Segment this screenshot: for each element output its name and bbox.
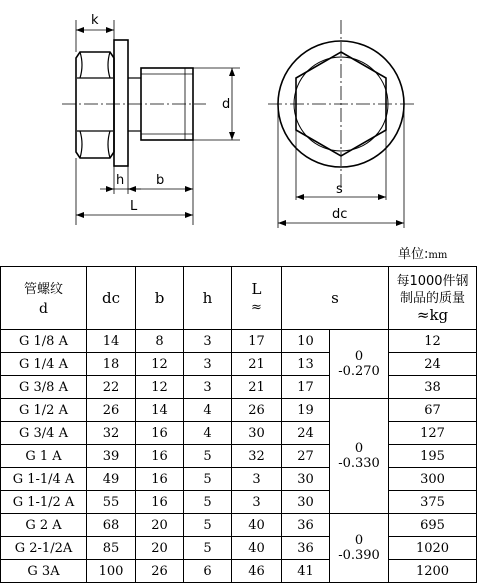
tolerance-lower: -0.330 [338,456,380,471]
cell-h: 3 [184,330,232,353]
cell-L: 32 [232,445,282,468]
table-row [1,537,477,560]
cell-b: 14 [136,399,184,422]
col-mass-line3: ≈kg [416,305,449,324]
cell-thread: G 1-1/4 A [1,468,87,491]
cell-thread: G 1/8 A [1,330,87,353]
label-b: b [156,173,165,188]
cell-L: 3 [232,468,282,491]
col-h: h [184,267,232,330]
cell-h: 5 [184,468,232,491]
col-thread [1,267,87,330]
cell-b: 20 [136,514,184,537]
cell-thread: G 1 A [1,445,87,468]
cell-mass: 127 [389,422,477,445]
label-k: k [91,13,99,28]
cell-dc: 26 [87,399,136,422]
cell-thread: G 1-1/2 A [1,491,87,514]
cell-b: 12 [136,353,184,376]
cell-thread: G 1/4 A [1,353,87,376]
unit-note-label: 单位: [398,247,429,262]
table-row [1,330,477,353]
cell-thread: G 2 A [1,514,87,537]
cell-thread: G 1/2 A [1,399,87,422]
cell-mass: 195 [389,445,477,468]
cell-mass: 1200 [389,560,477,583]
cell-dc: 55 [87,491,136,514]
cell-L: 46 [232,560,282,583]
label-h: h [116,173,125,188]
cell-L: 17 [232,330,282,353]
cell-L: 40 [232,514,282,537]
cell-b: 26 [136,560,184,583]
cell-b: 16 [136,422,184,445]
cell-mass: 695 [389,514,477,537]
col-mass-line1: 每1000件钢 [396,273,469,289]
cell-dc: 85 [87,537,136,560]
cell-b: 16 [136,491,184,514]
cell-L: 26 [232,399,282,422]
cell-dc: 49 [87,468,136,491]
cell-mass: 375 [389,491,477,514]
cell-s-tolerance [330,514,389,583]
flange-collar [114,40,128,166]
col-thread-sym: d [39,300,48,317]
col-thread-cjk: 管螺纹 [23,281,63,297]
cell-dc: 22 [87,376,136,399]
header-row [1,267,477,330]
cell-s: 36 [282,514,330,537]
cell-h: 5 [184,537,232,560]
cell-dc: 68 [87,514,136,537]
cell-s: 13 [282,353,330,376]
cell-h: 3 [184,376,232,399]
cell-h: 5 [184,491,232,514]
cell-b: 12 [136,376,184,399]
cell-s: 36 [282,537,330,560]
cell-mass: 1020 [389,537,477,560]
unit-note-unit: mm [428,250,448,261]
tolerance-upper: 0 [354,349,364,364]
cell-mass: 12 [389,330,477,353]
cell-L: 3 [232,491,282,514]
cell-dc: 32 [87,422,136,445]
cell-b: 16 [136,468,184,491]
cell-h: 4 [184,399,232,422]
cell-b: 20 [136,537,184,560]
col-L-approx: ≈ [251,300,262,315]
cell-L: 21 [232,353,282,376]
col-L [232,267,282,330]
col-s: s [282,267,389,330]
cell-s-tolerance [330,330,389,399]
col-b: b [136,267,184,330]
table-row [1,376,477,399]
col-mass-line2: 制品的质量 [400,290,466,306]
cell-h: 6 [184,560,232,583]
hex-chamfer-bottom [80,131,110,158]
tolerance-lower: -0.390 [338,548,380,563]
cell-s: 19 [282,399,330,422]
col-mass [389,267,477,330]
cell-s: 24 [282,422,330,445]
cell-h: 4 [184,422,232,445]
cell-s: 17 [282,376,330,399]
cell-mass: 38 [389,376,477,399]
spec-table-body [1,330,477,583]
tolerance-upper: 0 [354,441,364,456]
tolerance-lower: -0.270 [338,364,380,379]
cell-s-tolerance [330,399,389,514]
tolerance-upper: 0 [354,533,364,548]
cell-thread: G 3/8 A [1,376,87,399]
cell-L: 21 [232,376,282,399]
cell-mass: 67 [389,399,477,422]
cell-mass: 24 [389,353,477,376]
cell-dc: 39 [87,445,136,468]
table-row [1,560,477,583]
cell-L: 30 [232,422,282,445]
table-row [1,353,477,376]
cell-s: 30 [282,468,330,491]
technical-drawing [0,0,478,266]
cell-dc: 18 [87,353,136,376]
label-dc: dc [332,207,348,222]
cell-s: 41 [282,560,330,583]
table-row [1,514,477,537]
cell-s: 27 [282,445,330,468]
table-row [1,422,477,445]
table-row [1,399,477,422]
cell-thread: G 3A [1,560,87,583]
col-dc: dc [87,267,136,330]
label-s: s [336,182,343,197]
unit-note [398,243,447,262]
hex-chamfer-top [80,52,110,78]
cell-thread: G 3/4 A [1,422,87,445]
cell-s: 10 [282,330,330,353]
cell-h: 3 [184,353,232,376]
cell-s: 30 [282,491,330,514]
spec-table [0,266,477,583]
cell-dc: 100 [87,560,136,583]
cell-b: 8 [136,330,184,353]
table-row [1,445,477,468]
cell-L: 40 [232,537,282,560]
table-row [1,468,477,491]
side-view [62,20,240,225]
table-row [1,491,477,514]
cell-dc: 14 [87,330,136,353]
cell-b: 16 [136,445,184,468]
cell-h: 5 [184,514,232,537]
cell-mass: 300 [389,468,477,491]
cell-thread: G 2-1/2A [1,537,87,560]
label-d: d [222,97,231,112]
label-L: L [130,199,138,214]
cell-h: 5 [184,445,232,468]
col-L-sym: L [251,280,262,298]
